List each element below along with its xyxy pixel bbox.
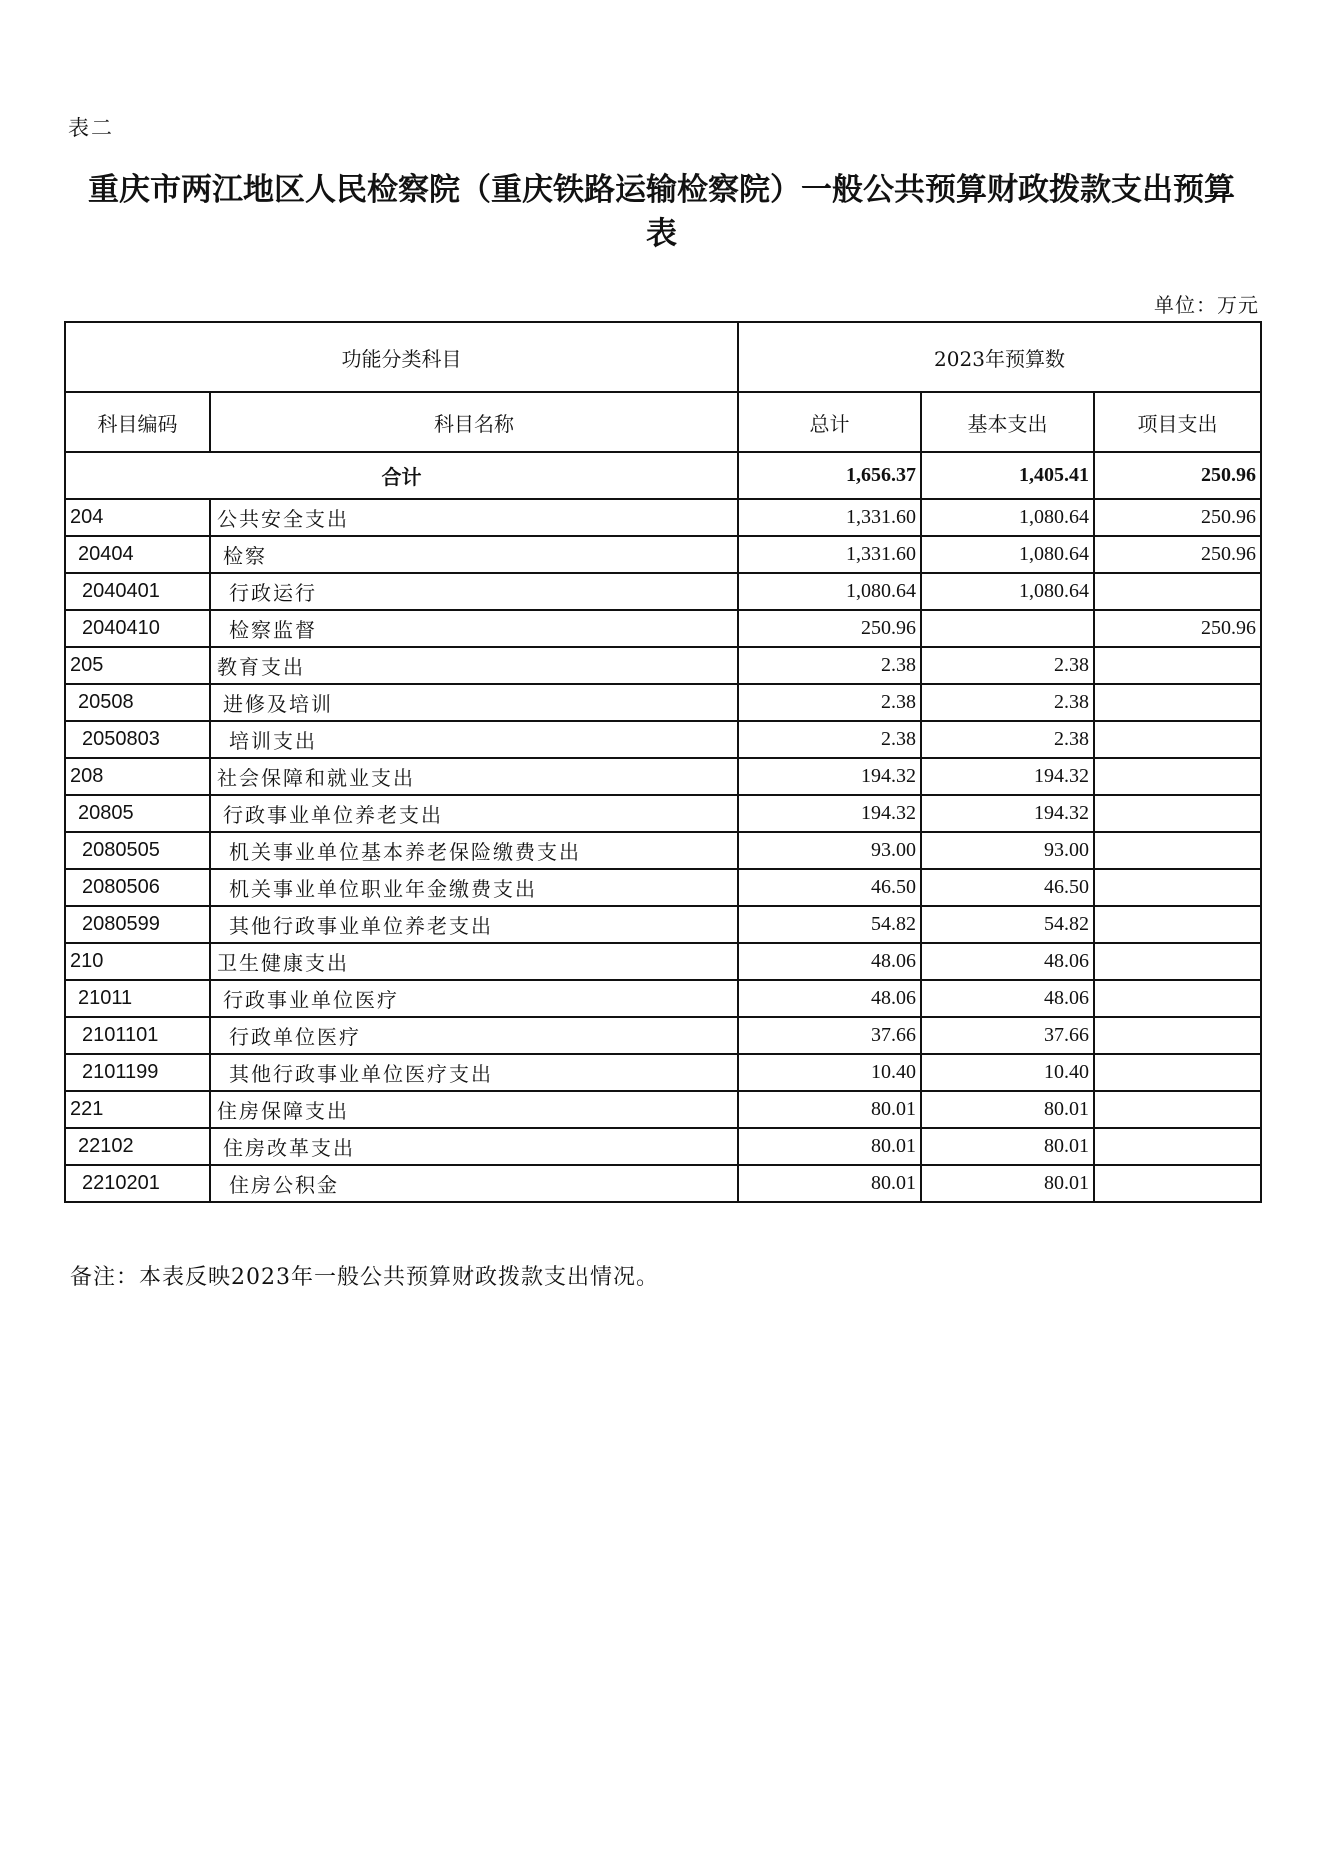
- cell-total: 48.06: [738, 943, 921, 980]
- cell-code: 204: [65, 499, 210, 536]
- cell-total: 2.38: [738, 721, 921, 758]
- cell-basic: 2.38: [921, 721, 1094, 758]
- cell-code: 221: [65, 1091, 210, 1128]
- cell-basic: 80.01: [921, 1165, 1094, 1202]
- cell-name: 教育支出: [210, 647, 738, 684]
- table-row: [65, 647, 1261, 684]
- cell-project: [1094, 1091, 1261, 1128]
- header-total: 总计: [738, 392, 921, 452]
- cell-basic: 1,080.64: [921, 499, 1094, 536]
- cell-project: [1094, 795, 1261, 832]
- table-label: 表二: [68, 116, 114, 140]
- table-row: [65, 758, 1261, 795]
- cell-basic: 1,080.64: [921, 573, 1094, 610]
- footnote: 备注：本表反映2023年一般公共预算财政拨款支出情况。: [70, 1265, 659, 1290]
- cell-code: 2050803: [65, 721, 210, 758]
- cell-name: 机关事业单位基本养老保险缴费支出: [210, 832, 738, 869]
- cell-name: 检察: [210, 536, 738, 573]
- cell-total: 1,331.60: [738, 499, 921, 536]
- cell-code: 2040401: [65, 573, 210, 610]
- cell-project: [1094, 721, 1261, 758]
- cell-name: 其他行政事业单位养老支出: [210, 906, 738, 943]
- cell-code: 2210201: [65, 1165, 210, 1202]
- header-name: 科目名称: [210, 392, 738, 452]
- cell-code: 20805: [65, 795, 210, 832]
- total-label: 合计: [65, 452, 738, 499]
- total-sum: 1,656.37: [738, 452, 921, 499]
- cell-total: 80.01: [738, 1165, 921, 1202]
- cell-basic: 2.38: [921, 684, 1094, 721]
- cell-total: 10.40: [738, 1054, 921, 1091]
- cell-code: 205: [65, 647, 210, 684]
- cell-project: 250.96: [1094, 536, 1261, 573]
- header-functional-class: 功能分类科目: [65, 322, 738, 392]
- cell-name: 行政事业单位养老支出: [210, 795, 738, 832]
- table-row: [65, 1017, 1261, 1054]
- table-row: [65, 1128, 1261, 1165]
- table-row: [65, 721, 1261, 758]
- title-line-2: 表: [646, 216, 677, 252]
- cell-total: 194.32: [738, 795, 921, 832]
- cell-project: [1094, 573, 1261, 610]
- cell-total: 46.50: [738, 869, 921, 906]
- cell-total: 1,331.60: [738, 536, 921, 573]
- table-row: [65, 1165, 1261, 1202]
- unit-label: 单位：万元: [1154, 293, 1259, 317]
- cell-project: [1094, 647, 1261, 684]
- cell-code: 20508: [65, 684, 210, 721]
- cell-basic: 194.32: [921, 795, 1094, 832]
- cell-code: 2101199: [65, 1054, 210, 1091]
- table-row: [65, 869, 1261, 906]
- header-row-group: [65, 322, 1261, 392]
- cell-name: 住房保障支出: [210, 1091, 738, 1128]
- cell-code: 2080506: [65, 869, 210, 906]
- cell-project: [1094, 1165, 1261, 1202]
- cell-name: 行政运行: [210, 573, 738, 610]
- header-budget-2023: 2023年预算数: [738, 322, 1261, 392]
- cell-name: 住房公积金: [210, 1165, 738, 1202]
- table-row: [65, 980, 1261, 1017]
- cell-code: 2040410: [65, 610, 210, 647]
- header-project: 项目支出: [1094, 392, 1261, 452]
- cell-basic: 37.66: [921, 1017, 1094, 1054]
- cell-code: 2080599: [65, 906, 210, 943]
- cell-total: 48.06: [738, 980, 921, 1017]
- total-basic: 1,405.41: [921, 452, 1094, 499]
- cell-basic: 93.00: [921, 832, 1094, 869]
- cell-project: [1094, 684, 1261, 721]
- cell-basic: 48.06: [921, 943, 1094, 980]
- cell-basic: [921, 610, 1094, 647]
- cell-basic: 10.40: [921, 1054, 1094, 1091]
- cell-total: 250.96: [738, 610, 921, 647]
- cell-total: 80.01: [738, 1091, 921, 1128]
- cell-project: [1094, 1017, 1261, 1054]
- cell-project: [1094, 869, 1261, 906]
- cell-project: 250.96: [1094, 610, 1261, 647]
- cell-name: 机关事业单位职业年金缴费支出: [210, 869, 738, 906]
- cell-code: 21011: [65, 980, 210, 1017]
- cell-project: [1094, 832, 1261, 869]
- cell-code: 22102: [65, 1128, 210, 1165]
- cell-code: 20404: [65, 536, 210, 573]
- cell-basic: 2.38: [921, 647, 1094, 684]
- cell-code: 2080505: [65, 832, 210, 869]
- budget-table: [64, 321, 1262, 1203]
- header-row-columns: [65, 392, 1261, 452]
- cell-total: 37.66: [738, 1017, 921, 1054]
- table-row: [65, 1054, 1261, 1091]
- cell-name: 公共安全支出: [210, 499, 738, 536]
- budget-table-body: [65, 322, 1261, 1202]
- cell-basic: 1,080.64: [921, 536, 1094, 573]
- total-row: [65, 452, 1261, 499]
- cell-name: 检察监督: [210, 610, 738, 647]
- cell-name: 社会保障和就业支出: [210, 758, 738, 795]
- cell-code: 210: [65, 943, 210, 980]
- cell-name: 行政单位医疗: [210, 1017, 738, 1054]
- cell-total: 2.38: [738, 647, 921, 684]
- table-row: [65, 795, 1261, 832]
- cell-total: 1,080.64: [738, 573, 921, 610]
- cell-basic: 54.82: [921, 906, 1094, 943]
- page-title: [60, 168, 1263, 256]
- table-row: [65, 684, 1261, 721]
- cell-project: [1094, 1128, 1261, 1165]
- cell-project: [1094, 1054, 1261, 1091]
- cell-total: 2.38: [738, 684, 921, 721]
- table-row: [65, 536, 1261, 573]
- cell-total: 54.82: [738, 906, 921, 943]
- cell-project: [1094, 758, 1261, 795]
- cell-basic: 80.01: [921, 1128, 1094, 1165]
- cell-basic: 80.01: [921, 1091, 1094, 1128]
- cell-project: 250.96: [1094, 499, 1261, 536]
- cell-total: 80.01: [738, 1128, 921, 1165]
- cell-total: 93.00: [738, 832, 921, 869]
- cell-basic: 194.32: [921, 758, 1094, 795]
- cell-project: [1094, 943, 1261, 980]
- header-basic: 基本支出: [921, 392, 1094, 452]
- title-line-1: 重庆市两江地区人民检察院（重庆铁路运输检察院）一般公共预算财政拨款支出预算: [88, 172, 1235, 208]
- cell-total: 194.32: [738, 758, 921, 795]
- cell-code: 208: [65, 758, 210, 795]
- cell-project: [1094, 980, 1261, 1017]
- table-row: [65, 499, 1261, 536]
- cell-name: 培训支出: [210, 721, 738, 758]
- cell-basic: 46.50: [921, 869, 1094, 906]
- table-row: [65, 943, 1261, 980]
- header-code: 科目编码: [65, 392, 210, 452]
- table-row: [65, 610, 1261, 647]
- cell-basic: 48.06: [921, 980, 1094, 1017]
- cell-name: 行政事业单位医疗: [210, 980, 738, 1017]
- table-row: [65, 832, 1261, 869]
- total-project: 250.96: [1094, 452, 1261, 499]
- table-row: [65, 573, 1261, 610]
- cell-code: 2101101: [65, 1017, 210, 1054]
- cell-project: [1094, 906, 1261, 943]
- cell-name: 其他行政事业单位医疗支出: [210, 1054, 738, 1091]
- cell-name: 进修及培训: [210, 684, 738, 721]
- table-row: [65, 906, 1261, 943]
- table-row: [65, 1091, 1261, 1128]
- cell-name: 卫生健康支出: [210, 943, 738, 980]
- cell-name: 住房改革支出: [210, 1128, 738, 1165]
